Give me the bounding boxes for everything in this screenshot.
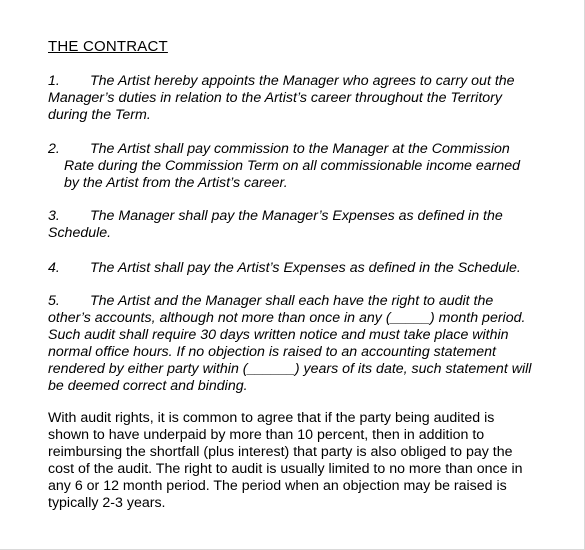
clause-1-line-1: The Artist hereby appoints the Manager who agrees to carry out the: [90, 73, 515, 89]
clause-3-line-2: Schedule.: [48, 225, 112, 241]
clause-5-line-2: other’s accounts, although not more than once in any (_____) month period.: [48, 310, 526, 326]
commentary-line-2: shown to have underpaid by more than 10 percent, then in addition to: [48, 427, 485, 443]
clause-2-line-3: by the Artist from the Artist’s career.: [64, 175, 288, 191]
commentary-line-1: With audit rights, it is common to agree that if the party being audited is: [48, 410, 495, 426]
clause-4-line-1: The Artist shall pay the Artist’s Expenses as defined in the Schedule.: [90, 260, 521, 276]
clause-5-number: 5.: [48, 293, 60, 309]
clause-2-line-1: The Artist shall pay commission to the Manager at the Commission: [90, 141, 510, 157]
clause-1-line-3: during the Term.: [48, 107, 151, 123]
commentary-line-4: cost of the audit. The right to audit is usually limited to no more than once in: [48, 461, 523, 477]
commentary-line-5: any 6 or 12 month period. The period when an objection may be raised is: [48, 478, 507, 494]
clause-2-number: 2.: [48, 141, 60, 157]
clause-5-line-6: be deemed correct and binding.: [48, 378, 248, 394]
clause-5-line-4: normal office hours. If no objection is raised to an accounting statement: [48, 344, 496, 360]
clause-2-line-2: Rate during the Commission Term on all commissionable income earned: [64, 158, 521, 174]
clause-1-number: 1.: [48, 73, 60, 89]
commentary-line-3: reimbursing the shortfall (plus interest) that party is also obliged to pay the: [48, 444, 513, 460]
clause-3-number: 3.: [48, 208, 60, 224]
clause-5-line-1: The Artist and the Manager shall each have the right to audit the: [90, 293, 494, 309]
document-title: THE CONTRACT: [48, 38, 168, 55]
clause-5-line-5: rendered by either party within (______) years of its date, such statement will: [48, 361, 532, 377]
clause-1-line-2: Manager’s duties in relation to the Artist’s career throughout the Territory: [48, 90, 502, 106]
clause-3-line-1: The Manager shall pay the Manager’s Expenses as defined in the: [90, 208, 503, 224]
commentary-line-6: typically 2-3 years.: [48, 495, 166, 511]
clause-5-line-3: Such audit shall require 30 days written notice and must take place within: [48, 327, 509, 343]
clause-4-number: 4.: [48, 260, 60, 276]
